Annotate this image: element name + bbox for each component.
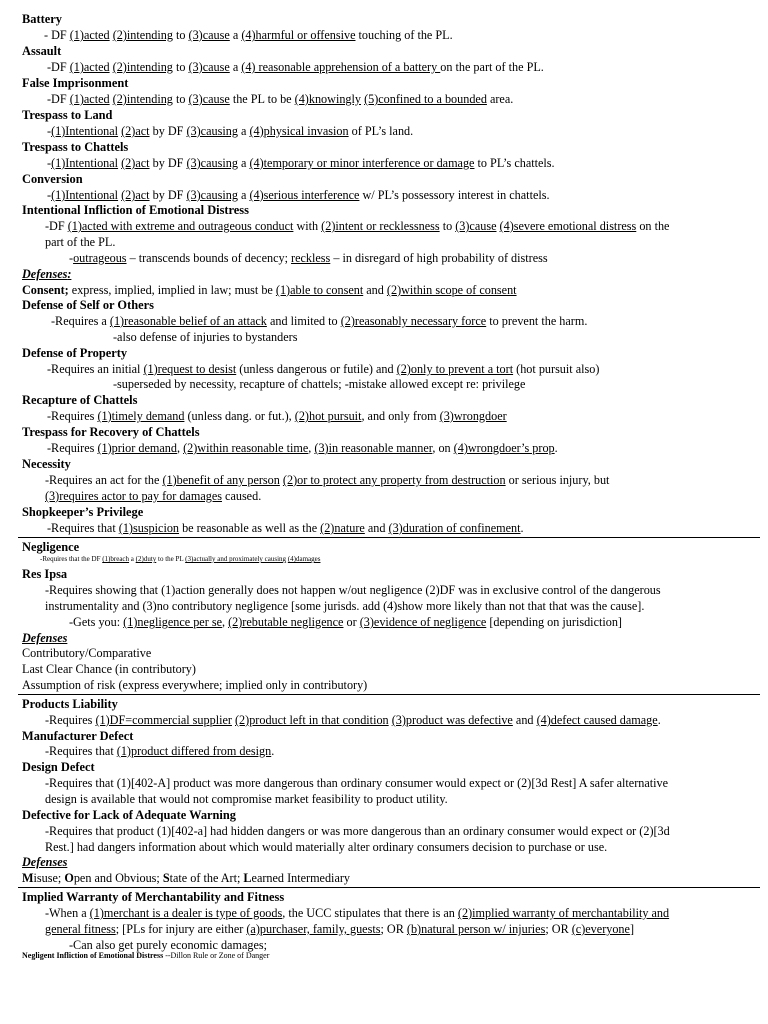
underlined-element: (2)reasonably necessary force xyxy=(340,314,487,328)
defense-assumption-risk xyxy=(22,677,762,693)
heading-iied xyxy=(22,202,762,218)
underlined-element: (1)Intentional xyxy=(51,124,119,138)
defense-self-note xyxy=(113,329,762,345)
text-run: design is available that would not compromise market feasibility to product utility. xyxy=(45,792,448,806)
underlined-element: (3)cause xyxy=(188,92,230,106)
products-defenses-list xyxy=(22,870,762,886)
battery-elements xyxy=(44,27,762,43)
underlined-element: (1)benefit of any person xyxy=(162,473,280,487)
heading-implied-warranty xyxy=(22,889,762,905)
underlined-element: (5)confined to a bounded xyxy=(364,92,487,106)
text-run: - xyxy=(69,251,74,265)
text-run: -Can also get purely economic damages; xyxy=(69,938,267,952)
underlined-element: (2)implied warranty of merchantability and xyxy=(457,906,670,920)
niied-line xyxy=(22,951,762,961)
text-run: , the UCC stipulates that there is an xyxy=(282,906,458,920)
text-run: -When a xyxy=(45,906,90,920)
underlined-element: (2)intent or recklessness xyxy=(321,219,440,233)
text-run: isuse; xyxy=(33,871,65,885)
underlined-element: (1)suspicion xyxy=(118,521,180,535)
underlined-element: (2)hot pursuit xyxy=(294,409,362,423)
underlined-element: (1)acted xyxy=(69,92,110,106)
defense-property-elements xyxy=(47,361,762,377)
underlined-element: (4)physical invasion xyxy=(249,124,349,138)
necessity-elements-cont xyxy=(45,488,762,504)
text-run: ; OR xyxy=(380,922,407,936)
heading-defenses-negligence xyxy=(22,630,762,646)
heading-trespass-land xyxy=(22,107,762,123)
underlined-element: reckless xyxy=(291,251,331,265)
text-run: [depending on jurisdiction] xyxy=(486,615,622,629)
text-run: a xyxy=(237,156,250,170)
text-run: instrumentality and (3)no contributory negligence [some jurisds. add (4)show more likely than not that that was the cause]. xyxy=(45,599,645,613)
text-run: -Requires that xyxy=(45,744,117,758)
res-ipsa-effect xyxy=(69,614,762,630)
text-run: earned Intermediary xyxy=(251,871,351,885)
underlined-element: (2)within scope of consent xyxy=(386,283,517,297)
heading-necessity xyxy=(22,456,762,472)
text-run: -Requires xyxy=(47,441,98,455)
underlined-element: (2)product left in that condition xyxy=(234,713,389,727)
text-run: Defense of Self or Others xyxy=(22,298,154,312)
heading-false-imprisonment xyxy=(22,75,762,91)
heading-trespass-chattels xyxy=(22,139,762,155)
text-run: – transcends bounds of decency; xyxy=(126,251,292,265)
necessity-elements xyxy=(45,472,762,488)
text-run: be reasonable as well as the xyxy=(179,521,321,535)
text-run: -Requires xyxy=(47,409,98,423)
text-run: – in disregard of high probability of distress xyxy=(330,251,548,265)
text-run: ] xyxy=(629,922,635,936)
underlined-element: (4)wrongdoer’s prop xyxy=(453,441,555,455)
underlined-element: (3)causing xyxy=(186,156,238,170)
consent-line xyxy=(22,282,762,298)
text-run: tate of the Art; xyxy=(169,871,244,885)
text-run: -DF xyxy=(45,219,68,233)
text-run: Last Clear Chance (in contributory) xyxy=(22,662,196,676)
text-run: pen and Obvious; xyxy=(73,871,163,885)
underlined-element: (2)act xyxy=(121,156,150,170)
text-run: -Requires that (1)[402-A] product was more dangerous than ordinary consumer would expect or (2)[3d Rest] A safer alternative xyxy=(45,776,669,790)
underlined-element: (1)timely demand xyxy=(97,409,185,423)
underlined-element: (1)Intentional xyxy=(51,156,119,170)
underlined-element: (1)Intentional xyxy=(51,188,119,202)
trespass-recovery-elements xyxy=(47,440,762,456)
defense-contributory xyxy=(22,645,762,661)
heading-negligence xyxy=(22,539,762,555)
text-run: a xyxy=(129,555,136,563)
text-run: to xyxy=(172,92,189,106)
text-run: by DF xyxy=(149,156,187,170)
bold-text: O xyxy=(64,871,74,885)
text-run: --Dillon Rule or Zone of Danger xyxy=(163,951,270,960)
text-run: Assumption of risk (express everywhere; implied only in contributory) xyxy=(22,678,368,692)
section-divider xyxy=(18,887,760,888)
text-run: ; [PLs for injury are either xyxy=(115,922,247,936)
text-run: (unless dang. or fut.), xyxy=(184,409,295,423)
defense-self-elements xyxy=(51,313,762,329)
underlined-element: (3)actually and proximately causing xyxy=(185,555,287,563)
trespass-land-elements xyxy=(47,123,762,139)
text-run: Defenses xyxy=(22,855,68,869)
underlined-element: (4)severe emotional distress xyxy=(499,219,637,233)
text-run: -Requires an initial xyxy=(47,362,144,376)
underlined-element: (1)product differed from design xyxy=(116,744,272,758)
heading-design-defect xyxy=(22,759,762,775)
text-run: a xyxy=(229,60,242,74)
text-run: - xyxy=(47,156,52,170)
trespass-chattels-elements xyxy=(47,155,762,171)
text-run: or serious injury, but xyxy=(505,473,610,487)
text-run: ; OR xyxy=(545,922,572,936)
underlined-element: (2)rebutable negligence xyxy=(228,615,344,629)
text-run: or xyxy=(343,615,360,629)
underlined-element: (2)or to protect any property from destruction xyxy=(282,473,506,487)
text-run: caused. xyxy=(221,489,262,503)
text-run: , on xyxy=(432,441,454,455)
text-run: Recapture of Chattels xyxy=(22,393,138,407)
text-run: Battery xyxy=(22,12,62,26)
underlined-element: general fitness xyxy=(45,922,116,936)
text-run: and limited to xyxy=(266,314,341,328)
underlined-element: (2)act xyxy=(121,188,150,202)
underlined-element: (3)cause xyxy=(188,60,230,74)
text-run: Design Defect xyxy=(22,760,95,774)
heading-defenses-intentional xyxy=(22,266,762,282)
text-run: on the xyxy=(636,219,670,233)
heading-defense-property xyxy=(22,345,762,361)
text-run: -superseded by necessity, recapture of chattels; -mistake allowed except re: privilege xyxy=(113,377,526,391)
iied-elements-cont xyxy=(45,234,762,250)
res-ipsa-elements-cont xyxy=(45,598,762,614)
bold-text: Negligent Infliction of Emotional Distress xyxy=(22,951,164,960)
underlined-element: (a)purchaser, family, guests xyxy=(246,922,381,936)
underlined-element: (4)damages xyxy=(287,555,321,563)
underlined-element: (2)act xyxy=(121,124,150,138)
underlined-element: (4) reasonable apprehension of a battery xyxy=(241,60,441,74)
warning-defect-elements xyxy=(45,823,762,839)
bold-text: L xyxy=(243,871,252,885)
underlined-element: (3)in reasonable manner xyxy=(314,441,433,455)
implied-warranty-elements xyxy=(45,905,762,921)
text-run: to prevent the harm. xyxy=(486,314,588,328)
text-run: . xyxy=(554,441,558,455)
bold-text: Consent; xyxy=(22,283,69,297)
underlined-element: (2)within reasonable time xyxy=(183,441,309,455)
text-run: on the part of the PL. xyxy=(440,60,544,74)
underlined-element: (1)request to desist xyxy=(143,362,237,376)
heading-warning-defect xyxy=(22,807,762,823)
heading-conversion xyxy=(22,171,762,187)
underlined-element: (3)causing xyxy=(186,124,238,138)
text-run: (hot pursuit also) xyxy=(513,362,600,376)
bold-text: S xyxy=(162,871,170,885)
text-run: -Requires that the DF xyxy=(40,555,103,563)
heading-shopkeeper xyxy=(22,504,762,520)
underlined-element: (3)requires actor to pay for damages xyxy=(45,489,222,503)
false-imprisonment-elements xyxy=(47,91,762,107)
underlined-element: (3)cause xyxy=(455,219,497,233)
text-run: -Requires xyxy=(45,713,96,727)
text-run: and xyxy=(364,521,389,535)
text-run: Trespass to Chattels xyxy=(22,140,129,154)
underlined-element: (1)DF=commercial supplier xyxy=(95,713,232,727)
text-run: (unless dangerous or futile) and xyxy=(236,362,397,376)
underlined-element: (1)negligence per se xyxy=(123,615,222,629)
text-run: Assault xyxy=(22,44,62,58)
text-run: w/ PL’s possessory interest in chattels. xyxy=(359,188,550,202)
text-run: Necessity xyxy=(22,457,71,471)
conversion-elements xyxy=(47,187,762,203)
heading-recapture xyxy=(22,392,762,408)
iied-definitions xyxy=(69,250,762,266)
text-run: Defective for Lack of Adequate Warning xyxy=(22,808,236,822)
text-run: to xyxy=(439,219,456,233)
underlined-element: (3)duration of confinement xyxy=(388,521,521,535)
text-run: -Gets you: xyxy=(69,615,124,629)
underlined-element: (3)wrongdoer xyxy=(439,409,507,423)
underlined-element: (4)temporary or minor interference or damage xyxy=(249,156,475,170)
section-divider xyxy=(18,694,760,695)
underlined-element: (4)defect caused damage xyxy=(536,713,658,727)
underlined-element: (4)serious interference xyxy=(249,188,360,202)
text-run: Rest.] had dangers information about which would materially alter ordinary consumers decision to purchase or use. xyxy=(45,840,608,854)
underlined-element: (3)causing xyxy=(186,188,238,202)
underlined-element: (2)intending xyxy=(112,92,173,106)
heading-manufacturer-defect xyxy=(22,728,762,744)
text-run: Defenses xyxy=(22,631,68,645)
text-run: . xyxy=(520,521,524,535)
text-run: Defenses xyxy=(22,267,68,281)
text-run: Products Liability xyxy=(22,697,118,711)
underlined-element: (b)natural person w/ injuries xyxy=(406,922,546,936)
underlined-element: (3)evidence of negligence xyxy=(359,615,487,629)
text-run: a xyxy=(229,28,242,42)
text-run: False Imprisonment xyxy=(22,76,129,90)
text-run: -Requires showing that (1)action generally does not happen w/out negligence (2)DF was in exclusive control of the dangerous xyxy=(45,583,661,597)
text-run: Implied Warranty of Merchantability and Fitness xyxy=(22,890,285,904)
text-run: a xyxy=(237,188,250,202)
text-run: -Requires an act for the xyxy=(45,473,163,487)
text-run: part of the PL. xyxy=(45,235,116,249)
underlined-element: (c)everyone xyxy=(571,922,630,936)
text-run: - xyxy=(47,124,52,138)
underlined-element: (1)reasonable belief of an attack xyxy=(109,314,267,328)
text-run: Trespass to Land xyxy=(22,108,113,122)
text-run: Res Ipsa xyxy=(22,567,68,581)
underlined-element: (1)merchant is a dealer is type of goods xyxy=(89,906,283,920)
text-run: by DF xyxy=(149,124,187,138)
text-run: Intentional Infliction of Emotional Distress xyxy=(22,203,249,217)
underlined-element: (1)acted xyxy=(69,28,110,42)
defense-property-note xyxy=(113,376,762,392)
warning-defect-elements-cont xyxy=(45,839,762,855)
underlined-element: (1)acted with extreme and outrageous conduct xyxy=(67,219,294,233)
text-run: : xyxy=(67,267,72,281)
text-run: , xyxy=(176,441,184,455)
underlined-element: (1)acted xyxy=(69,60,110,74)
underlined-element: (2)only to prevent a tort xyxy=(396,362,514,376)
bold-text: M xyxy=(22,871,34,885)
design-defect-elements-cont xyxy=(45,791,762,807)
text-run: with xyxy=(293,219,322,233)
text-run: , xyxy=(308,441,315,455)
text-run: area. xyxy=(486,92,514,106)
heading-assault xyxy=(22,43,762,59)
text-run: of PL’s land. xyxy=(348,124,414,138)
underlined-element: (1)able to consent xyxy=(275,283,364,297)
heading-battery xyxy=(22,11,762,27)
underlined-element: (4)knowingly xyxy=(294,92,362,106)
heading-defense-self xyxy=(22,297,762,313)
underlined-element: (1)breach xyxy=(102,555,130,563)
text-run: a xyxy=(237,124,250,138)
underlined-element: (2)intending xyxy=(112,28,173,42)
products-liability-elements xyxy=(45,712,762,728)
underlined-element: (2)duty xyxy=(135,555,157,563)
negligence-elements xyxy=(40,554,762,564)
text-run: to xyxy=(172,28,189,42)
text-run: Shopkeeper’s Privilege xyxy=(22,505,144,519)
text-run: - xyxy=(47,188,52,202)
underlined-element: (3)product was defective xyxy=(391,713,513,727)
underlined-element: (2)intending xyxy=(112,60,173,74)
text-run: touching of the PL. xyxy=(355,28,453,42)
heading-trespass-recovery xyxy=(22,424,762,440)
recapture-elements xyxy=(47,408,762,424)
underlined-element: (1)prior demand xyxy=(97,441,177,455)
heading-defenses-products xyxy=(22,854,762,870)
text-run: to the PL xyxy=(156,555,186,563)
text-run: Conversion xyxy=(22,172,83,186)
text-run: - DF xyxy=(44,28,70,42)
text-run: -DF xyxy=(47,92,70,106)
shopkeeper-elements xyxy=(47,520,762,536)
text-run: , xyxy=(221,615,229,629)
text-run: Manufacturer Defect xyxy=(22,729,134,743)
text-run: Defense of Property xyxy=(22,346,128,360)
underlined-element: (2)nature xyxy=(320,521,365,535)
text-run: Contributory/Comparative xyxy=(22,646,152,660)
text-run: and xyxy=(363,283,387,297)
text-run: by DF xyxy=(149,188,187,202)
implied-warranty-elements-cont xyxy=(45,921,762,937)
assault-elements xyxy=(47,59,762,75)
heading-products-liability xyxy=(22,696,762,712)
text-run: . xyxy=(657,713,661,727)
iied-elements xyxy=(45,218,762,234)
text-run: the PL to be xyxy=(229,92,295,106)
text-run: -Requires a xyxy=(51,314,110,328)
defense-last-clear-chance xyxy=(22,661,762,677)
underlined-element: (3)cause xyxy=(188,28,230,42)
text-run: -DF xyxy=(47,60,70,74)
text-run: -also defense of injuries to bystanders xyxy=(113,330,298,344)
text-run: . xyxy=(271,744,275,758)
manufacturer-defect-elements xyxy=(45,743,762,759)
section-divider xyxy=(18,537,760,538)
heading-res-ipsa xyxy=(22,566,762,582)
res-ipsa-elements xyxy=(45,582,762,598)
text-run: Trespass for Recovery of Chattels xyxy=(22,425,200,439)
text-run: -Requires that product (1)[402-a] had hidden dangers or was more dangerous than an ordinary consumer would expect or (2)[3d xyxy=(45,824,670,838)
text-run: to PL’s chattels. xyxy=(474,156,555,170)
text-run: , and only from xyxy=(361,409,440,423)
design-defect-elements xyxy=(45,775,762,791)
text-run: and xyxy=(512,713,537,727)
text-run: express, implied, implied in law; must be xyxy=(68,283,276,297)
underlined-element: (4)harmful or offensive xyxy=(241,28,356,42)
text-run: -Requires that xyxy=(47,521,119,535)
text-run: Negligence xyxy=(22,540,80,554)
underlined-element: outrageous xyxy=(73,251,127,265)
text-run: to xyxy=(172,60,189,74)
